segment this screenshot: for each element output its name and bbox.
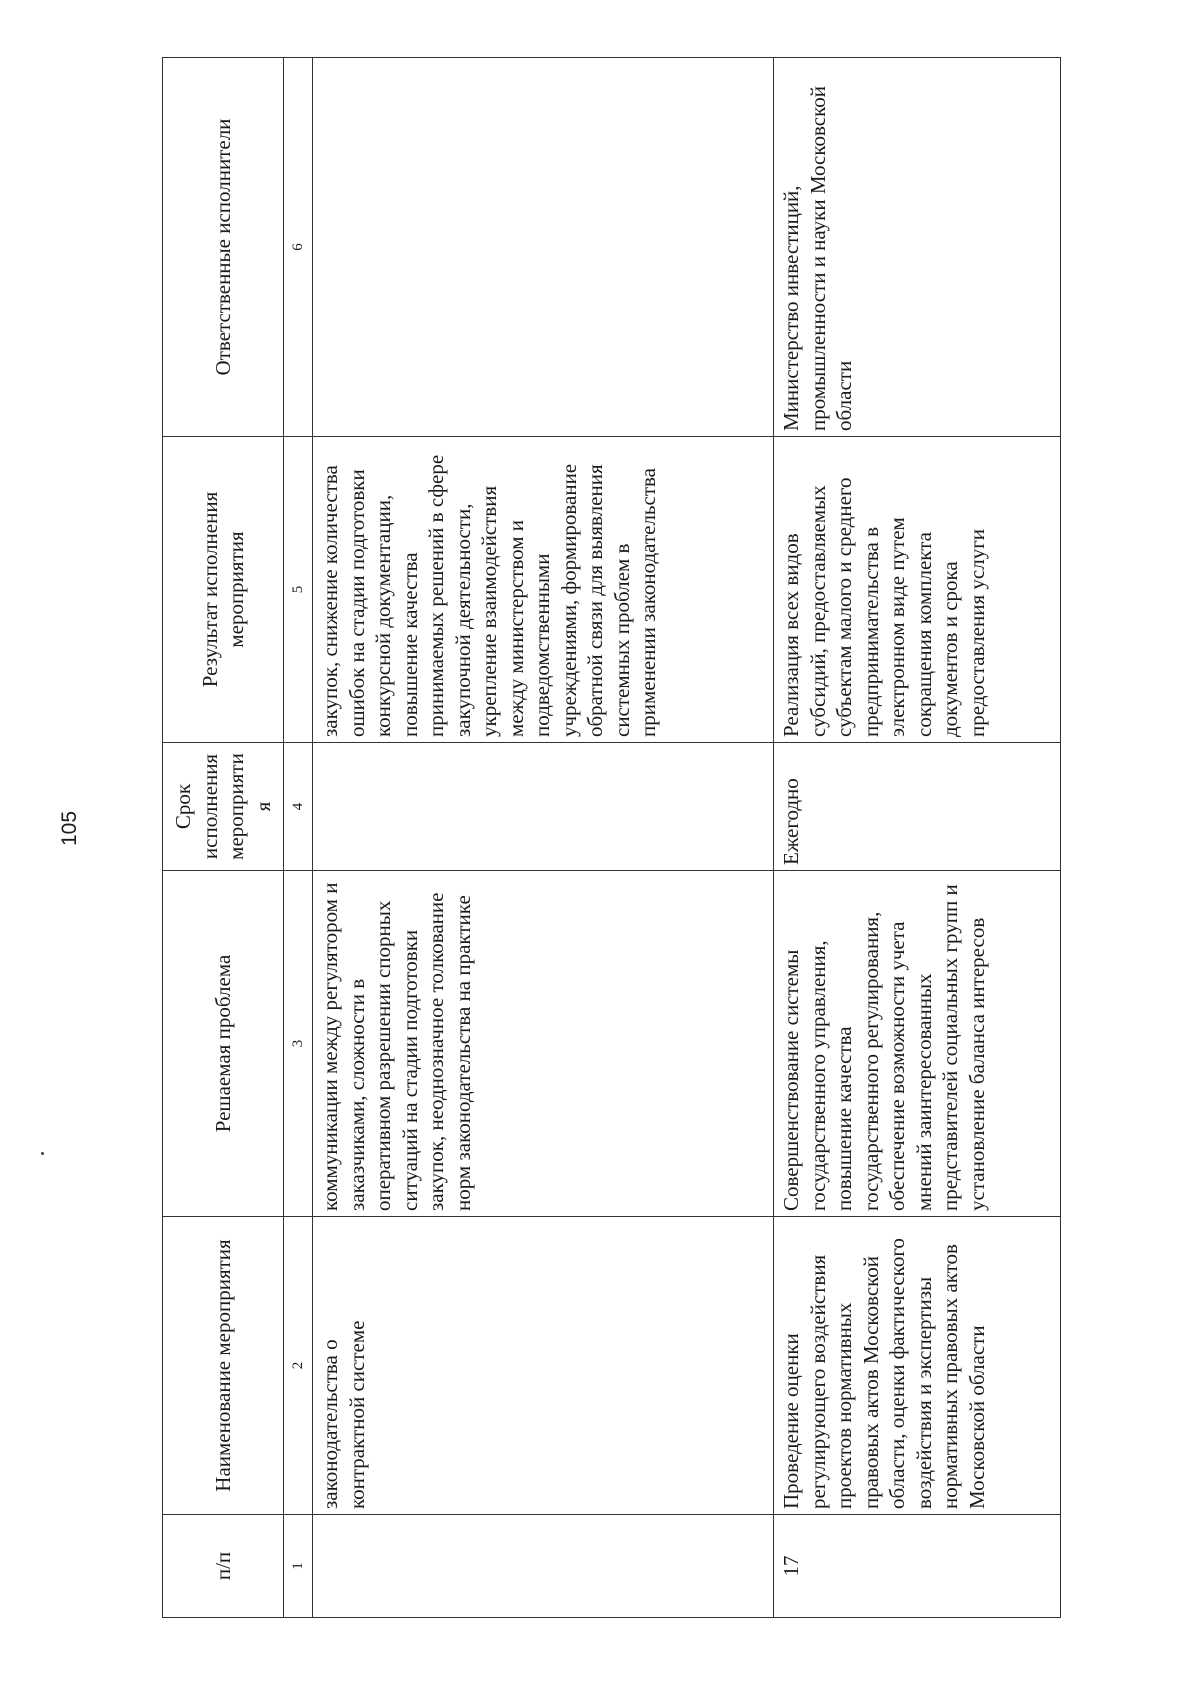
responsible-text xyxy=(313,58,774,437)
term-text xyxy=(313,743,774,871)
header-problem: Решаемая проблема xyxy=(163,871,284,1217)
header-result: Результат исполнения мероприятия xyxy=(163,437,284,743)
column-number: 6 xyxy=(284,58,313,437)
column-number: 1 xyxy=(284,1515,313,1618)
scan-speck xyxy=(41,1152,44,1155)
table-row xyxy=(774,58,1061,1618)
row-number: 17 xyxy=(774,1515,1061,1618)
measure-name: законодательства о контрактной системе xyxy=(313,1217,774,1515)
column-number: 4 xyxy=(284,743,313,871)
header-name: Наименование мероприятия xyxy=(163,1217,284,1515)
measures-table xyxy=(162,57,1061,1618)
measure-name: Проведение оценки регулирующего воздействия проектов нормативных правовых актов Московской области, оценки фактического воздействия и экспертизы нормативных правовых актов Московской области xyxy=(774,1217,1061,1515)
term-text: Ежегодно xyxy=(774,743,1061,871)
result-text: закупок, снижение количества ошибок на стадии подготовки конкурсной документации, повышение качества принимаемых решений в сфере закупочной деятельности, укрепление взаимодействия между министерством и подведомственными учреждениями, формирование обратной связи для выявления системных проблем в применении законодательства xyxy=(313,437,774,743)
page-number: 105 xyxy=(58,810,81,846)
problem-text: Совершенствование системы государственного управления, повышение качества государственного регулирования, обеспечение возможности учета мнений заинтересованных представителей социальных групп и установление баланса интересов xyxy=(774,871,1061,1217)
header-num: п/п xyxy=(163,1515,284,1618)
header-responsible: Ответственные исполнители xyxy=(163,58,284,437)
column-number: 3 xyxy=(284,871,313,1217)
column-number: 5 xyxy=(284,437,313,743)
table-row xyxy=(313,58,774,1618)
header-term: Срок исполнения мероприятия xyxy=(163,743,284,871)
table-header-row xyxy=(163,58,284,1618)
rotated-table-container xyxy=(162,58,1097,1618)
column-number-row xyxy=(284,58,313,1618)
row-number xyxy=(313,1515,774,1618)
result-text: Реализация всех видов субсидий, предоставляемых субъектам малого и среднего предпринимательства в электронном виде путем сокращения комплекта документов и срока предоставления услуги xyxy=(774,437,1061,743)
problem-text: коммуникации между регулятором и заказчиками, сложности в оперативном разрешении спорных ситуаций на стадии подготовки закупок, неоднозначное толкование норм законодательства на практике xyxy=(313,871,774,1217)
column-number: 2 xyxy=(284,1217,313,1515)
responsible-text: Министерство инвестиций, промышленности и науки Московской области xyxy=(774,58,1061,437)
